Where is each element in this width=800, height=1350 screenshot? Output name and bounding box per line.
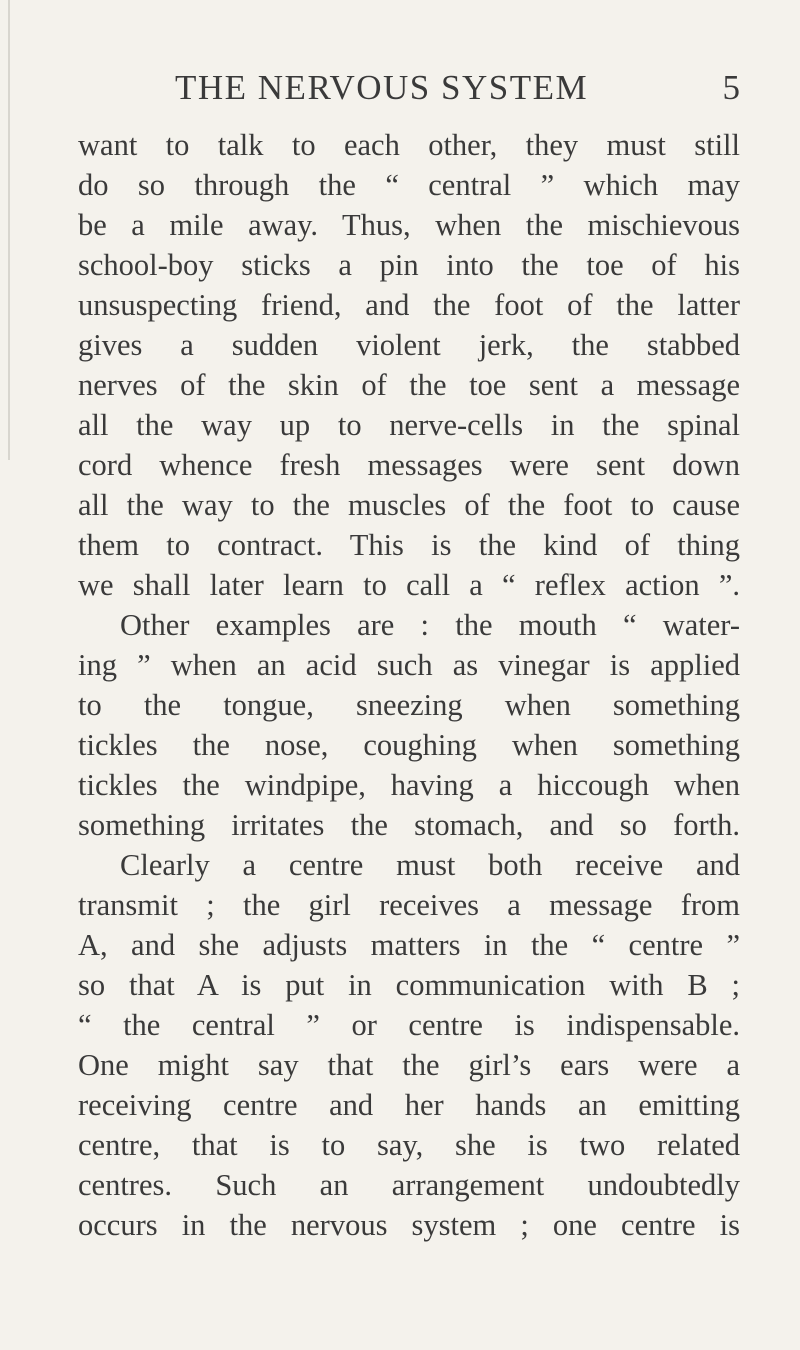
paragraph-start-line: Other examples are : the mouth “ water- [120, 608, 740, 642]
text-line: we shall later learn to call a “ reflex action ”. [78, 568, 740, 602]
text-line: unsuspecting friend, and the foot of the latter [78, 288, 740, 322]
text-line: want to talk to each other, they must still [78, 128, 740, 162]
text-line: them to contract. This is the kind of thing [78, 528, 740, 562]
body-text [78, 125, 740, 1245]
running-head: THE NERVOUS SYSTEM [175, 68, 589, 107]
text-line: occurs in the nervous system ; one centre is [78, 1208, 740, 1242]
text-line: “ the central ” or centre is indispensable. [78, 1008, 740, 1042]
text-line: nerves of the skin of the toe sent a message [78, 368, 740, 402]
page-header [175, 66, 740, 110]
text-line: gives a sudden violent jerk, the stabbed [78, 328, 740, 362]
text-line: tickles the nose, coughing when something [78, 728, 740, 762]
text-line: to the tongue, sneezing when something [78, 688, 740, 722]
text-line: cord whence fresh messages were sent down [78, 448, 740, 482]
text-line: something irritates the stomach, and so forth. [78, 808, 740, 842]
text-line: centre, that is to say, she is two related [78, 1128, 740, 1162]
text-line: tickles the windpipe, having a hiccough when [78, 768, 740, 802]
page-edge-shadow [8, 0, 10, 460]
page-number: 5 [722, 68, 740, 107]
paragraph-start-line: Clearly a centre must both receive and [120, 848, 740, 882]
text-line: centres. Such an arrangement undoubtedly [78, 1168, 740, 1202]
text-line: do so through the “ central ” which may [78, 168, 740, 202]
text-line: One might say that the girl’s ears were a [78, 1048, 740, 1082]
text-line: be a mile away. Thus, when the mischievous [78, 208, 740, 242]
text-line: receiving centre and her hands an emitting [78, 1088, 740, 1122]
text-line: A, and she adjusts matters in the “ centre ” [78, 928, 740, 962]
text-line: so that A is put in communication with B ; [78, 968, 740, 1002]
text-line: school-boy sticks a pin into the toe of his [78, 248, 740, 282]
text-line: ing ” when an acid such as vinegar is applied [78, 648, 740, 682]
text-line: transmit ; the girl receives a message from [78, 888, 740, 922]
text-line: all the way to the muscles of the foot to cause [78, 488, 740, 522]
text-line: all the way up to nerve-cells in the spinal [78, 408, 740, 442]
